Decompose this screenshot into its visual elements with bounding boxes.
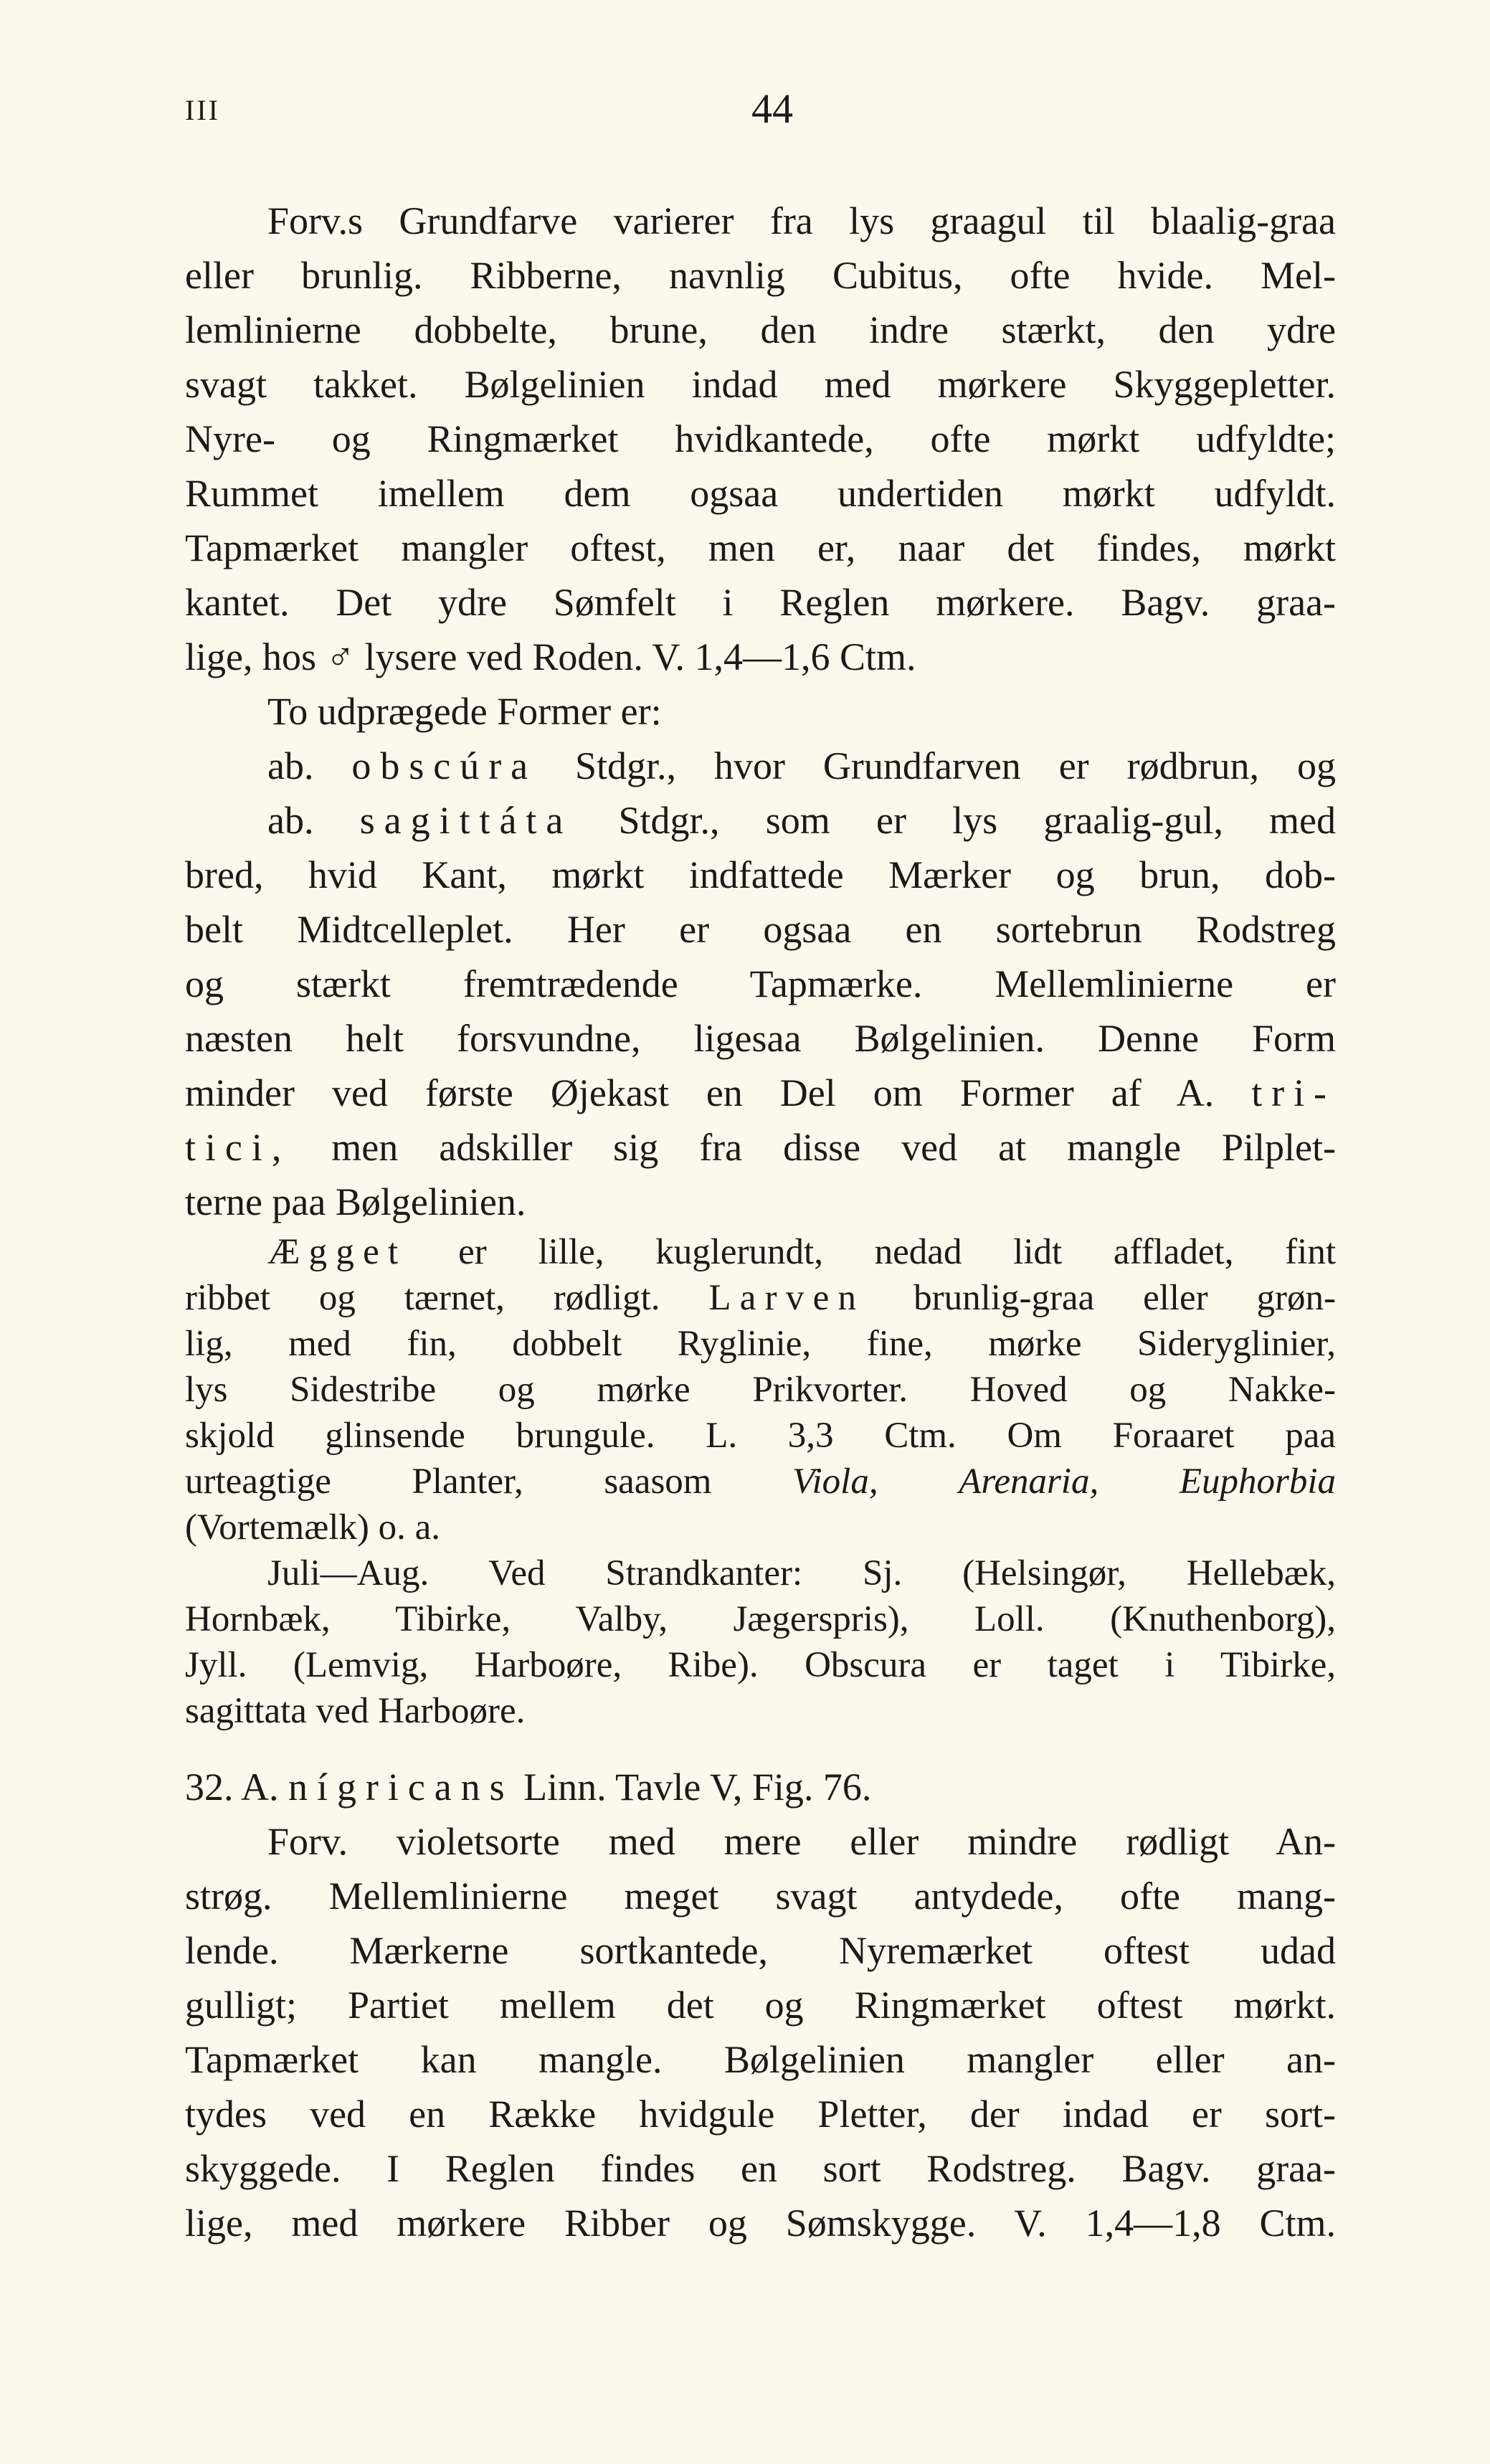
form-sagittata-line — [185, 793, 1336, 848]
text-line: Jyll. (Lemvig, Harboøre, Ribe). Obscura er taget i Tibirke, — [185, 1645, 1336, 1685]
text-line — [185, 1229, 1336, 1275]
plant-name: Arenaria, — [959, 1461, 1099, 1502]
form-description: Stdgr., hvor Grundfarven er rødbrun, og — [575, 744, 1336, 787]
text-line: belt Midtcelleplet. Her er ogsaa en sortebrun Rodstreg — [185, 908, 1336, 951]
text-fragment: men adskiller sig fra disse ved at mangle Pilplet- — [331, 1126, 1336, 1169]
text-line: Hornbæk, Tibirke, Valby, Jægerspris), Loll. (Knuthenborg), — [185, 1599, 1336, 1639]
form-name-obscura: obscúra — [351, 744, 538, 787]
paragraph-forewing-description — [185, 194, 1336, 684]
form-description: Stdgr., som er lys graalig-gul, med — [618, 799, 1337, 842]
text-line: lende. Mærkerne sortkantede, Nyremærket oftest udad — [185, 1929, 1336, 1972]
text-line — [185, 1120, 1336, 1175]
page-number: 44 — [751, 85, 793, 132]
text-line: lig, med fin, dobbelt Ryglinie, fine, mørke Sideryglinier, — [185, 1324, 1336, 1364]
text-line: eller brunlig. Ribberne, navnlig Cubitus, ofte hvide. Mel- — [185, 254, 1336, 297]
text-line: svagt takket. Bølgelinien indad med mørkere Skyggepletter. — [185, 363, 1336, 406]
term-egg: Ægget — [267, 1232, 407, 1272]
species-name-tritici: tici, — [185, 1126, 291, 1169]
signature-mark: III — [185, 94, 220, 126]
text-line — [185, 1459, 1336, 1505]
text-line — [185, 1275, 1336, 1321]
text-line: skyggede. I Reglen findes en sort Rodstreg. Bagv. graa- — [185, 2147, 1336, 2190]
text-line: næsten helt forsvundne, ligesaa Bølgelinien. Denne Form — [185, 1017, 1336, 1060]
plant-name: Euphorbia — [1179, 1461, 1337, 1502]
section-gap — [185, 1734, 1336, 1760]
text-line: og stærkt fremtrædende Tapmærke. Mellemlinierne er — [185, 962, 1336, 1005]
text-line: sagittata ved Harboøre. — [185, 1691, 526, 1731]
text-line: Tapmærket kan mangle. Bølgelinien mangler eller an- — [185, 2038, 1336, 2081]
text-fragment: brunlig-graa eller grøn- — [914, 1278, 1337, 1318]
species-number: 32. A. — [185, 1766, 279, 1809]
text-line: lige, hos ♂ lysere ved Roden. V. 1,4—1,6 Ctm. — [185, 635, 916, 678]
form-prefix: ab. — [267, 744, 314, 787]
text-line: terne paa Bølgelinien. — [185, 1180, 526, 1223]
form-name-sagittata: sagittáta — [359, 799, 573, 842]
species-heading — [185, 1760, 1336, 1814]
text-line: tydes ved en Række hvidgule Pletter, der indad er sort- — [185, 2093, 1336, 2136]
paragraph-egg-larva — [185, 1229, 1336, 1550]
text-line: gulligt; Partiet mellem det og Ringmærket oftest mørkt. — [185, 1984, 1336, 2027]
text-fragment: er lille, kuglerundt, nedad lidt affladet, fint — [458, 1232, 1336, 1272]
species-authority: Linn. Tavle V, Fig. 76. — [523, 1766, 872, 1809]
plant-name: Viola, — [792, 1461, 878, 1502]
text-line: Rummet imellem dem ogsaa undertiden mørkt udfyldt. — [185, 472, 1336, 515]
text-fragment: minder ved første Øjekast en Del om Former af A. — [185, 1071, 1215, 1114]
paragraph-nigricans-description — [185, 1814, 1336, 2250]
term-larva: Larven — [708, 1278, 865, 1318]
species-name-tritici: tri- — [1251, 1071, 1336, 1114]
form-obscura-line — [185, 739, 1336, 793]
page-body — [185, 194, 1336, 2250]
paragraph-sagittata-description — [185, 848, 1336, 1229]
paragraph-distribution — [185, 1550, 1336, 1734]
text-fragment: ribbet og tærnet, rødligt. — [185, 1278, 660, 1318]
text-line: Juli—Aug. Ved Strandkanter: Sj. (Helsingør, Hellebæk, — [267, 1553, 1336, 1593]
text-line — [185, 1066, 1336, 1120]
text-line: strøg. Mellemlinierne meget svagt antydede, ofte mang- — [185, 1875, 1336, 1918]
text-fragment: urteagtige Planter, saasom — [185, 1461, 712, 1502]
text-line: Forv. violetsorte med mere eller mindre rødligt An- — [267, 1820, 1336, 1863]
text-line: Tapmærket mangler oftest, men er, naar det findes, mørkt — [185, 526, 1336, 569]
forms-intro-line: To udprægede Former er: — [267, 690, 662, 733]
species-name-nigricans: nígricans — [288, 1766, 514, 1809]
text-line: (Vortemælk) o. a. — [185, 1507, 441, 1548]
text-line: lemlinierne dobbelte, brune, den indre stærkt, den ydre — [185, 308, 1336, 351]
text-line: bred, hvid Kant, mørkt indfattede Mærker og brun, dob- — [185, 853, 1336, 896]
text-line: kantet. Det ydre Sømfelt i Reglen mørkere. Bagv. graa- — [185, 581, 1336, 624]
text-line: Forv.s Grundfarve varierer fra lys graagul til blaalig-graa — [267, 199, 1336, 242]
text-line: lys Sidestribe og mørke Prikvorter. Hoved og Nakke- — [185, 1370, 1336, 1410]
text-line: skjold glinsende brungule. L. 3,3 Ctm. Om Foraaret paa — [185, 1416, 1336, 1456]
text-line: lige, med mørkere Ribber og Sømskygge. V. 1,4—1,8 Ctm. — [185, 2202, 1336, 2245]
text-line: Nyre- og Ringmærket hvidkantede, ofte mørkt udfyldte; — [185, 417, 1336, 460]
form-prefix: ab. — [267, 799, 314, 842]
page-header — [185, 85, 1332, 142]
